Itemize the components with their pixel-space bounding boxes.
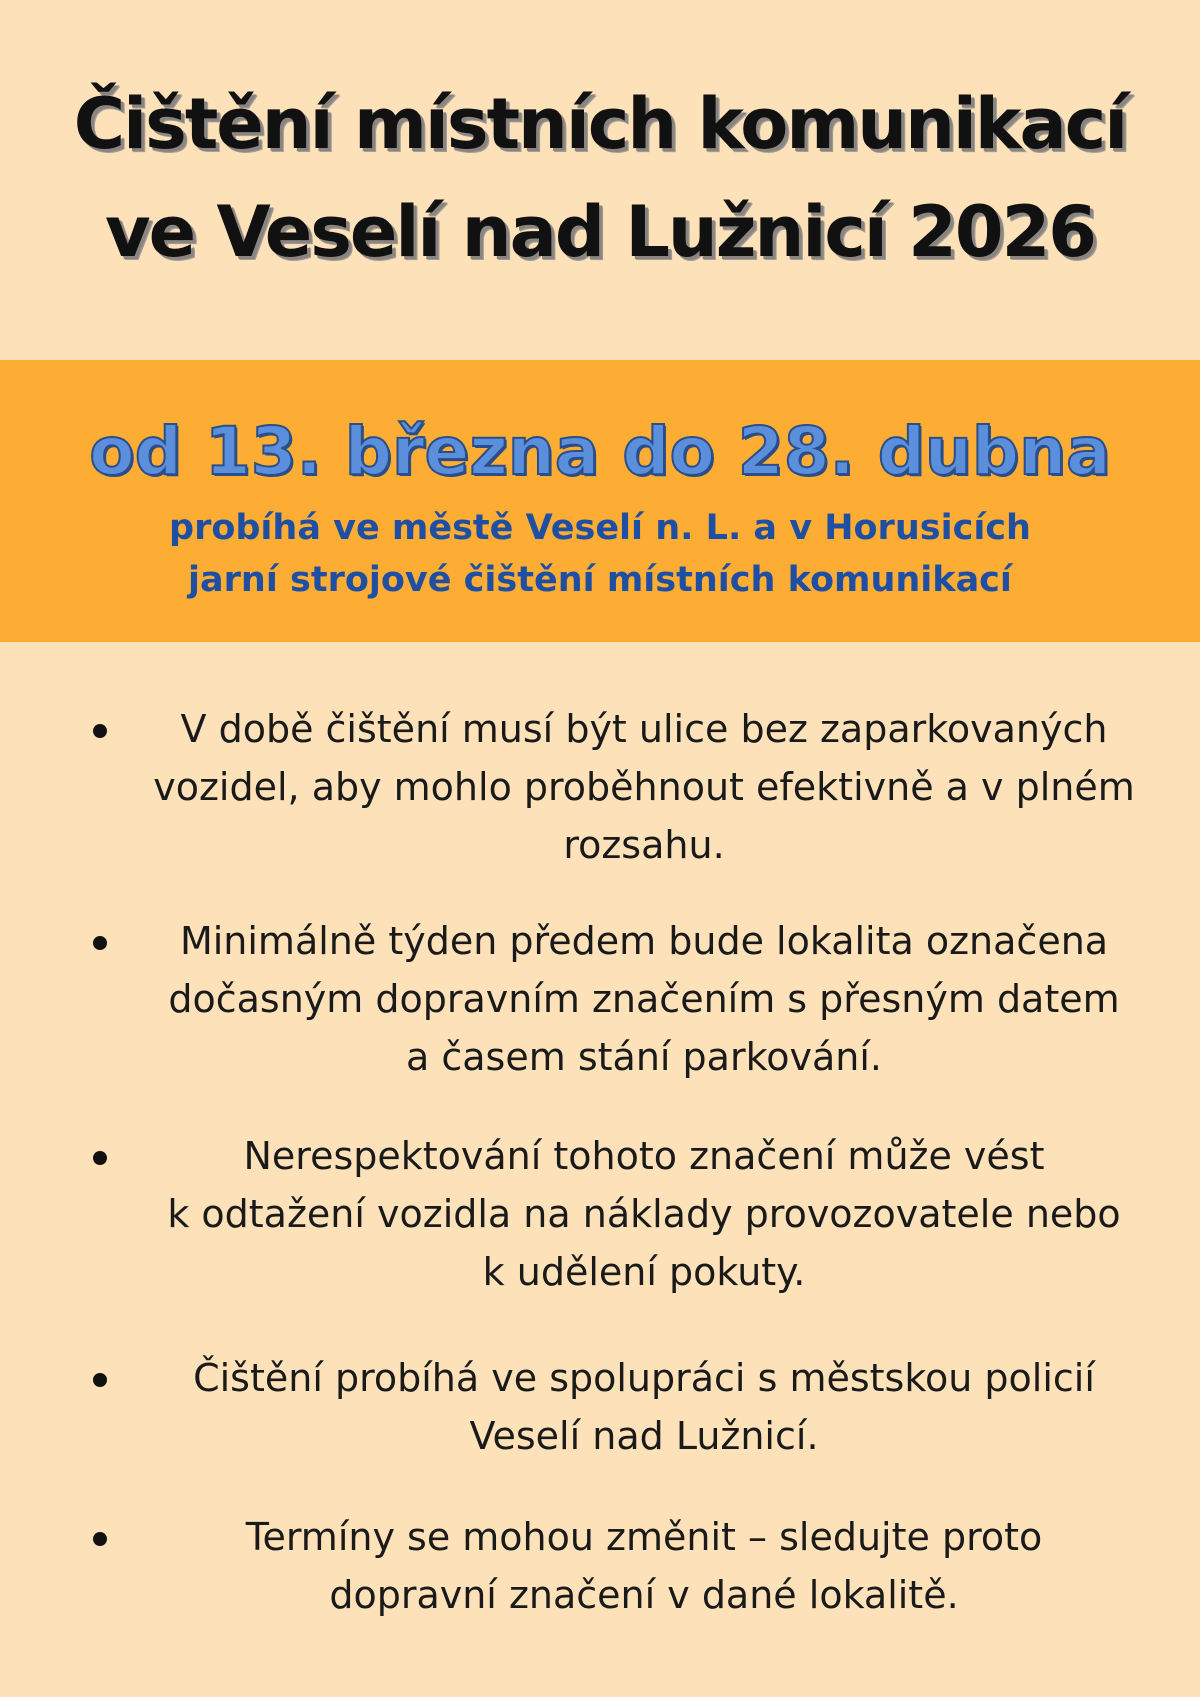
list-item-line: vozidel, aby mohlo proběhnout efektivně a v plném — [153, 765, 1135, 809]
list-item-line: k udělení pokuty. — [482, 1250, 806, 1294]
list-item-text — [104, 1127, 1184, 1301]
date-banner — [0, 360, 1200, 642]
banner-subtitle-line-2: jarní strojové čištění místních komunikací — [188, 560, 1012, 600]
list-item-line: rozsahu. — [563, 823, 725, 867]
poster-title — [0, 70, 1200, 286]
title-line-2: ve Veselí nad Lužnicí 2026 — [104, 191, 1096, 273]
date-range: od 13. března do 28. dubna — [89, 413, 1111, 490]
list-item-line: k odtažení vozidla na náklady provozovatele nebo — [167, 1192, 1121, 1236]
list-item-line: a časem stání parkování. — [406, 1035, 882, 1079]
banner-subtitle-line-1: probíhá ve městě Veselí n. L. a v Horusicích — [169, 508, 1031, 548]
list-item-text — [104, 1508, 1184, 1624]
list-item-line: V době čištění musí být ulice bez zaparkovaných — [180, 707, 1108, 751]
list-item-line: dopravní značení v dané lokalitě. — [329, 1573, 959, 1617]
list-item-text — [104, 912, 1184, 1086]
list-item-text — [104, 700, 1184, 874]
title-line-1: Čištění místních komunikací — [73, 83, 1127, 165]
list-item-line: Veselí nad Lužnicí. — [469, 1414, 819, 1458]
list-item-line: Čištění probíhá ve spolupráci s městskou policií — [193, 1356, 1095, 1400]
banner-subtitle — [0, 502, 1200, 606]
list-item-line: Nerespektování tohoto značení může vést — [243, 1134, 1045, 1178]
list-item-text — [104, 1349, 1184, 1465]
list-item-line: Minimálně týden předem bude lokalita označena — [179, 919, 1109, 963]
list-item-line: Termíny se mohou změnit – sledujte proto — [245, 1515, 1043, 1559]
list-item-line: dočasným dopravním značením s přesným datem — [168, 977, 1120, 1021]
